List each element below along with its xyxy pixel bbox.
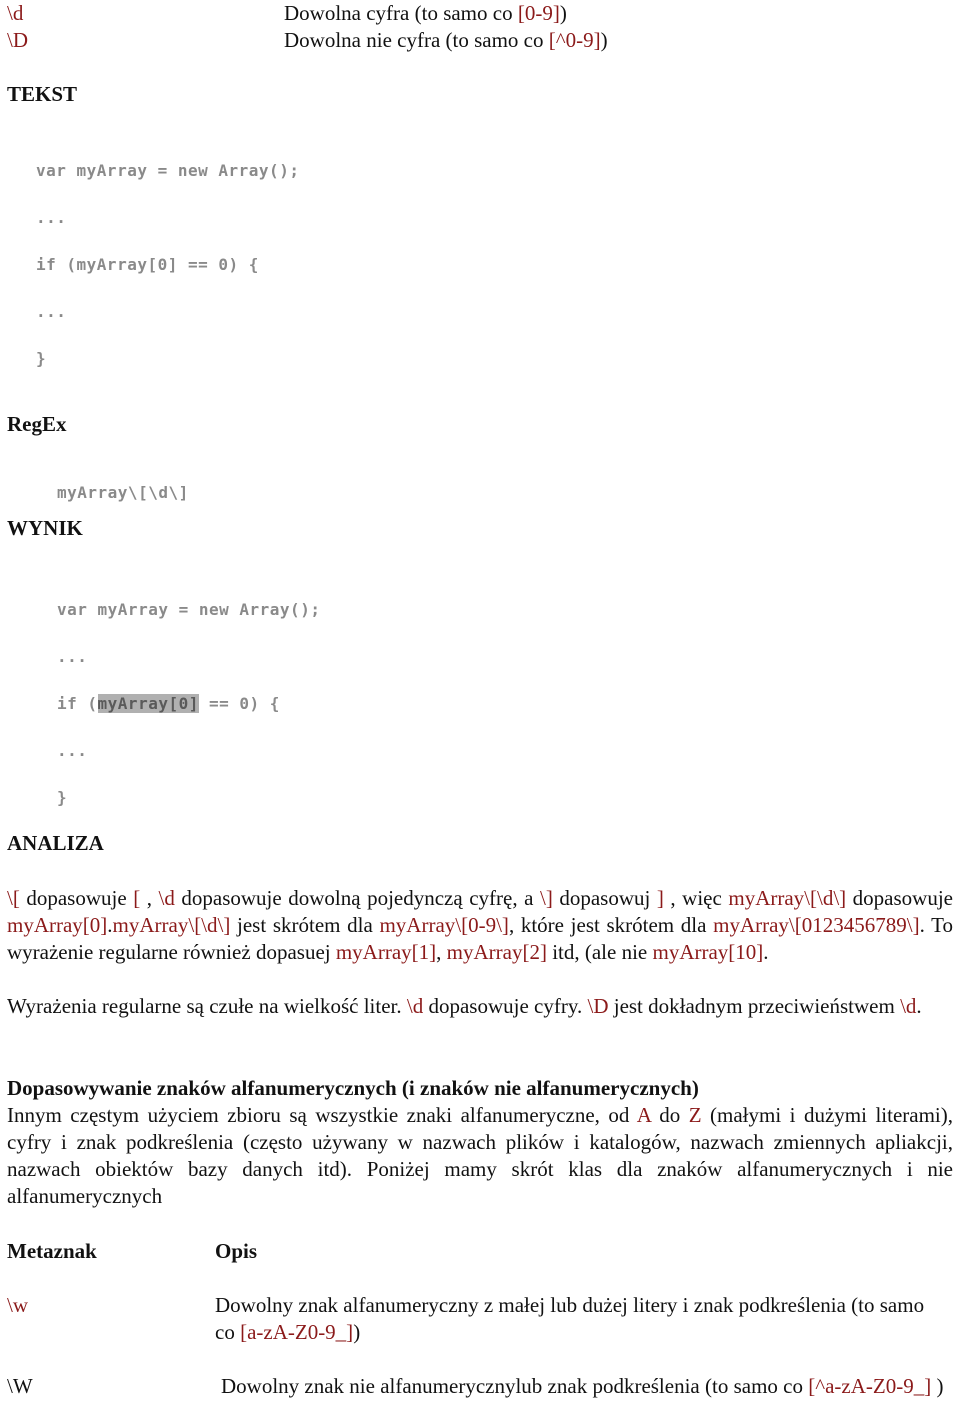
result-code-line: } — [57, 788, 68, 807]
analiza-paragraph-1: \[ dopasowuje [ , \d dopasowuje dowolną pojedynczą cyfrę, a \] dopasowuj ] , więc myArray\[\d\] dopasowuje myArray[0].myArray\[\d\] jest skrótem dla myArray\[0-9\], które jest skrótem dla myArray\[0123456789\]. To wyrażenie regularne również dopasuej myArray[1], myArray[2] itd, (ale nie myArray[10]. — [7, 886, 953, 964]
top-table-desc-2: Dowolna nie cyfra (to samo co [^0-9]) — [284, 28, 608, 52]
result-code-line: ... — [57, 741, 88, 760]
analiza-paragraph-2: Wyrażenia regularne są czułe na wielkość liter. \d dopasowuje cyfry. \D jest dokładnym przeciwieństwem \d. — [7, 994, 922, 1018]
regex-pattern: myArray\[\d\] — [57, 483, 189, 502]
section-heading-wynik: WYNIK — [7, 516, 83, 540]
table-header-meta: Metaznak — [7, 1239, 97, 1263]
meta-char: \W — [7, 1374, 33, 1398]
alnum-heading: Dopasowywanie znaków alfanumerycznych (i znaków nie alfanumerycznych) — [7, 1076, 699, 1100]
meta-desc: Dowolny znak nie alfanumerycznylub znak podkreślenia (to samo co [^a-zA-Z0-9_] ) — [221, 1374, 944, 1398]
code-line: ... — [36, 208, 67, 227]
section-heading-tekst: TEKST — [7, 82, 78, 106]
result-code-line: var myArray = new Array(); — [57, 600, 321, 619]
code-line: } — [36, 349, 47, 368]
meta-desc: Dowolny znak alfanumeryczny z małej lub dużej litery i znak podkreślenia (to samo co [a-zA-Z0-9_]) — [215, 1293, 925, 1344]
section-heading-analiza: ANALIZA — [7, 831, 104, 855]
section-heading-regex: RegEx — [7, 412, 67, 436]
alnum-paragraph: Innym częstym użyciem zbioru są wszystkie znaki alfanumeryczne, od A do Z (małymi i dużymi literami), cyfry i znak podkreślenia (często używany w nazwach plików i katalogów, nazwach zmiennych apliakcji, nazwach obiektów bazy danych itd). Poniżej mamy skrót klas dla znaków alfanumerycznych i nie alfanumerycznych — [7, 1103, 954, 1208]
result-code-line: if (myArray[0] == 0) { — [57, 694, 280, 713]
code-line: if (myArray[0] == 0) { — [36, 255, 259, 274]
table-header-desc: Opis — [215, 1239, 258, 1263]
regex-match-highlight: myArray[0] — [97, 694, 199, 713]
result-code-line: ... — [57, 647, 88, 666]
meta-char: \D — [7, 28, 28, 52]
top-table-desc-1: Dowolna cyfra (to samo co [0-9]) — [284, 1, 567, 25]
meta-char: \d — [7, 1, 24, 25]
code-line: var myArray = new Array(); — [36, 161, 300, 180]
code-line: ... — [36, 302, 67, 321]
top-table-row-2 — [7, 27, 28, 54]
meta-char: \w — [7, 1293, 28, 1317]
top-table-row-1 — [7, 0, 23, 27]
